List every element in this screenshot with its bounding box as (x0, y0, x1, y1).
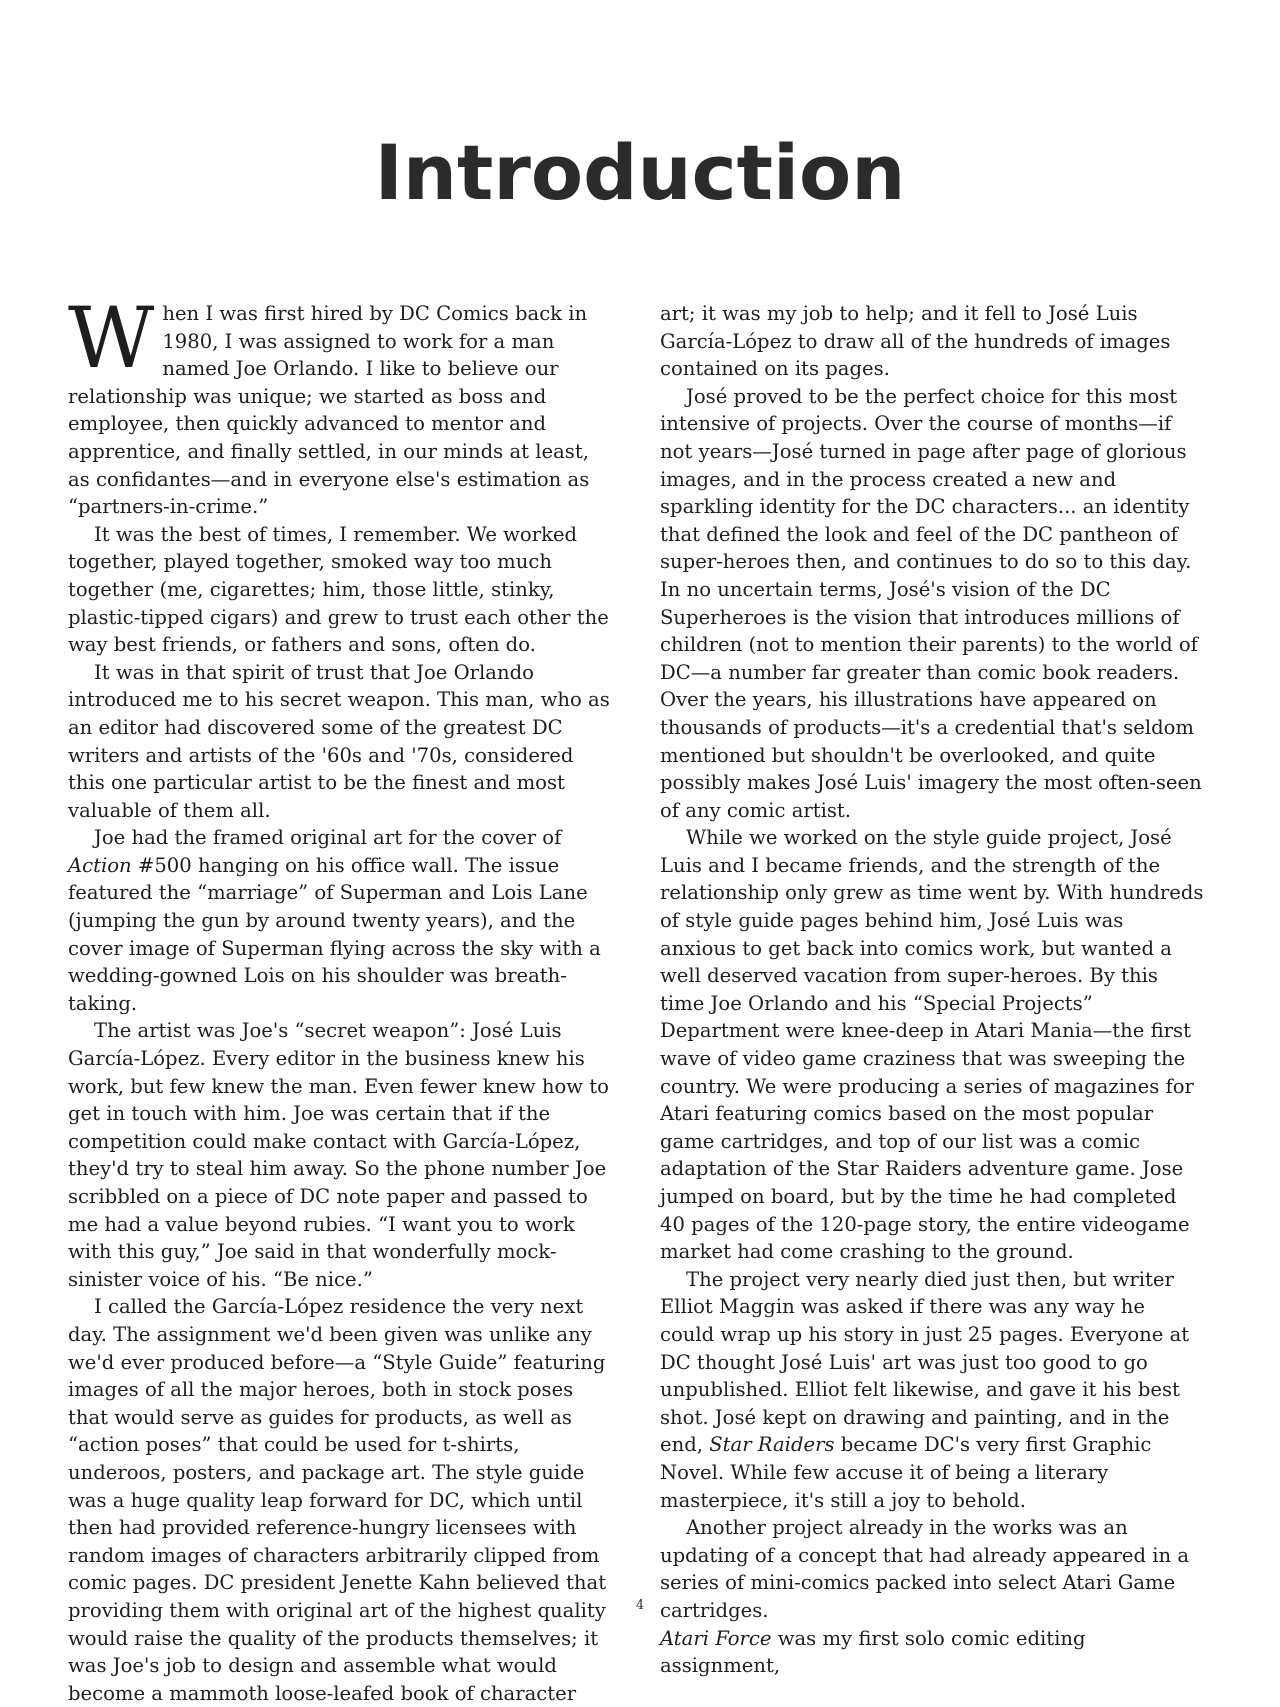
paragraph: It was in that spirit of trust that Joe Orlando introduced me to his secret weapon. This man, who as an editor had discovered some of the greatest DC writers and artists of the '60s and '70s, considered this one particular artist to be the finest and most valuable of them all. (68, 660, 610, 822)
paragraph-text: The project very nearly died just then, but writer Elliot Maggin was asked if there was any way he could wrap up his story in just 25 pages. Everyone at DC thought José Luis' art was just too good to go unpublished. Elliot felt likewise, and gave it his best shot. José kept on drawing and painting, and in the end, (660, 1267, 1190, 1457)
page-number: 4 (635, 1598, 645, 1613)
page-title: Introduction (374, 128, 906, 217)
paragraph: I called the García-López residence the very next day. The assignment we'd been given was unlike any we'd ever produced before—a “Style Guide” featuring images of all the major heroes, both in stock poses that would serve as guides for products, as well as “action poses” that could be used for t-shirts, underoos, posters, and package art. The style guide was a huge quality leap forward for DC, which until then had provided reference-hungry licensees with random images of characters arbitrarily clipped from comic pages. DC president Jenette Kahn believed that providing them with original art of the highest quality would raise the quality of the products themselves; it was Joe's job to design and assemble what would become a mammoth loose-leafed book of character (68, 1295, 607, 1705)
paragraph: It was the best of times, I remember. We worked together, played together, smoked way too much together (me, cigarettes; him, those little, stinky, plastic-tipped cigars) and grew to trust each other the way best friends, or fathers and sons, often do. (68, 522, 609, 657)
paragraph (660, 1266, 1205, 1514)
right-column (660, 300, 1205, 1680)
paragraph: art; it was my job to help; and it fell to José Luis García-López to draw all of the hundreds of images contained on its pages. (660, 302, 1171, 381)
drop-cap: W (68, 289, 155, 387)
paragraph-text: was my first solo comic editing assignment, (660, 1626, 1086, 1678)
italic-title: Atari Force (660, 1626, 772, 1650)
paragraph: While we worked on the style guide project, José Luis and I became friends, and the strength of the relationship only grew as time went by. With hundreds of style guide pages behind him, José Luis was anxious to get back into comics work, but wanted a well deserved vacation from super-heroes. By this time Joe Orlando and his “Special Projects” Department were knee-deep in Atari Mania—the first wave of video game craziness that was sweeping the country. We were producing a series of magazines for Atari featuring comics based on the most popular game cartridges, and top of our list was a comic adaptation of the Star Raiders adventure game. Jose jumped on board, but by the time he had completed 40 pages of the 120-page story, the entire videogame market had come crashing to the ground. (660, 826, 1204, 1264)
paragraph: Another project already in the works was an updating of a concept that had already appeared in a series of mini-comics packed into select Atari Game cartridges. (660, 1516, 1190, 1622)
paragraph-text: hen I was first hired by DC Comics back in 1980, I was assigned to work for a man named Joe Orlando. I like to believe our relationship was unique; we started as boss and employee, then quickly advanced to mentor and apprentice, and finally settled, in our minds at least, as confidantes—and in everyone else's estimation as “partners-in-crime.” (68, 302, 590, 519)
paragraph: José proved to be the perfect choice for this most intensive of projects. Over the course of months—if not years—José turned in page after page of glorious images, and in the process created a new and sparkling identity for the DC characters... an identity that defined the look and feel of the DC pantheon of super-heroes then, and continues to do so to this day. In no uncertain terms, José's vision of the DC Superheroes is the vision that introduces millions of children (not to mention their parents) to the world of DC—a number far greater than comic book readers. Over the years, his illustrations have appeared on thousands of products—it's a credential that's seldom mentioned but shouldn't be overlooked, and quite possibly makes José Luis' imagery the most often-seen of any comic artist. (660, 384, 1202, 822)
left-column (68, 289, 613, 1707)
paragraph-text: Joe had the framed original art for the cover of (94, 826, 562, 850)
paragraph (68, 289, 613, 521)
italic-title: Action (68, 853, 132, 877)
italic-title: Star Raiders (709, 1433, 835, 1457)
paragraph: The artist was Joe's “secret weapon”: José Luis García-López. Every editor in the business knew his work, but few knew the man. Even fewer knew how to get in touch with him. Joe was certain that if the competition could make contact with García-López, they'd try to steal him away. So the phone number Joe scribbled on a piece of DC note paper and passed to me had a value beyond rubies. “I want you to work with this guy,” Joe said in that wonderfully mock-sinister voice of his. “Be nice.” (68, 1019, 609, 1291)
paragraph-text: became DC's very first Graphic Novel. While few accuse it of being a literary masterpiece, it's still a joy to behold. (660, 1433, 1152, 1512)
paragraph-text: #500 hanging on his office wall. The issue featured the “marriage” of Superman and Lois Lane (jumping the gun by around twenty years), and the cover image of Superman flying across the sky with a wedding-gowned Lois on his shoulder was breath-taking. (68, 853, 601, 1015)
paragraph (68, 824, 613, 1017)
paragraph (660, 1625, 1205, 1680)
